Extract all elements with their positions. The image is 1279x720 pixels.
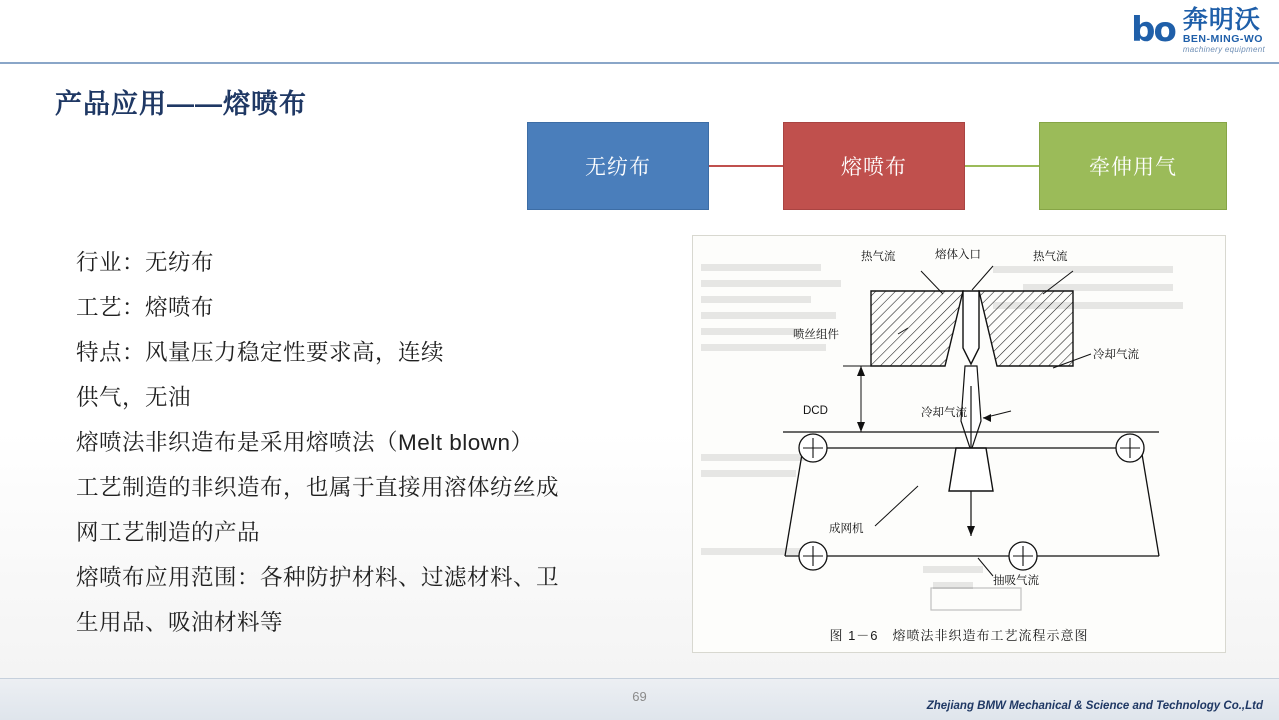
slide-header [0, 0, 1279, 62]
process-schematic-figure [692, 235, 1226, 653]
body-line-9: 生用品、吸油材料等 [76, 610, 284, 635]
label-hot-air-right: 热气流 [1033, 251, 1068, 263]
footer-company-name: Zhejiang BMW Mechanical & Science and Technology Co.,Ltd [926, 700, 1263, 712]
logo-english-name: BEN-MING-WO [1182, 33, 1263, 45]
flow-connector-1 [709, 165, 783, 167]
body-line-3: 特点：风量压力稳定性要求高，连续 [76, 340, 445, 365]
label-cooling-air-right: 冷却气流 [1093, 349, 1139, 361]
body-text-block [76, 240, 676, 645]
process-flow-diagram [527, 122, 1227, 212]
flow-box-drawing-air: 牵伸用气 [1039, 122, 1227, 210]
flow-connector-2 [965, 165, 1039, 167]
label-dcd: DCD [803, 405, 828, 417]
page-number: 69 [632, 689, 647, 704]
logo-tagline: machinery equipment [1182, 44, 1265, 54]
label-melt-inlet: 熔体入口 [935, 249, 981, 261]
logo-chinese-name: 奔明沃 [1182, 6, 1261, 34]
logo-text-block [1183, 6, 1265, 54]
flow-box-meltblown: 熔喷布 [783, 122, 965, 210]
body-line-2: 工艺：熔喷布 [76, 295, 215, 320]
company-logo [1131, 6, 1265, 54]
body-line-7: 网工艺制造的产品 [76, 520, 261, 545]
header-divider [0, 62, 1279, 64]
label-hot-air-left: 热气流 [861, 251, 896, 263]
flow-box-nonwoven: 无纺布 [527, 122, 709, 210]
body-line-5: 熔喷法非织造布是采用熔喷法（Melt blown） [76, 430, 534, 455]
page-title: 产品应用——熔喷布 [55, 89, 307, 119]
label-web-former: 成网机 [829, 523, 864, 535]
body-line-6: 工艺制造的非织造布，也属于直接用溶体纺丝成 [76, 475, 560, 500]
label-suction-air: 抽吸气流 [993, 575, 1039, 587]
figure-caption: 图 1－6 熔喷法非织造布工艺流程示意图 [829, 628, 1089, 643]
meltblown-schematic-svg [693, 236, 1226, 653]
body-line-1: 行业：无纺布 [76, 250, 215, 275]
label-cooling-air-center: 冷却气流 [921, 407, 967, 419]
label-spinneret: 喷丝组件 [793, 329, 839, 341]
body-line-4: 供气，无油 [76, 385, 192, 410]
logo-mark-icon: bo [1131, 9, 1175, 50]
body-line-8: 熔喷布应用范围：各种防护材料、过滤材料、卫 [76, 565, 560, 590]
